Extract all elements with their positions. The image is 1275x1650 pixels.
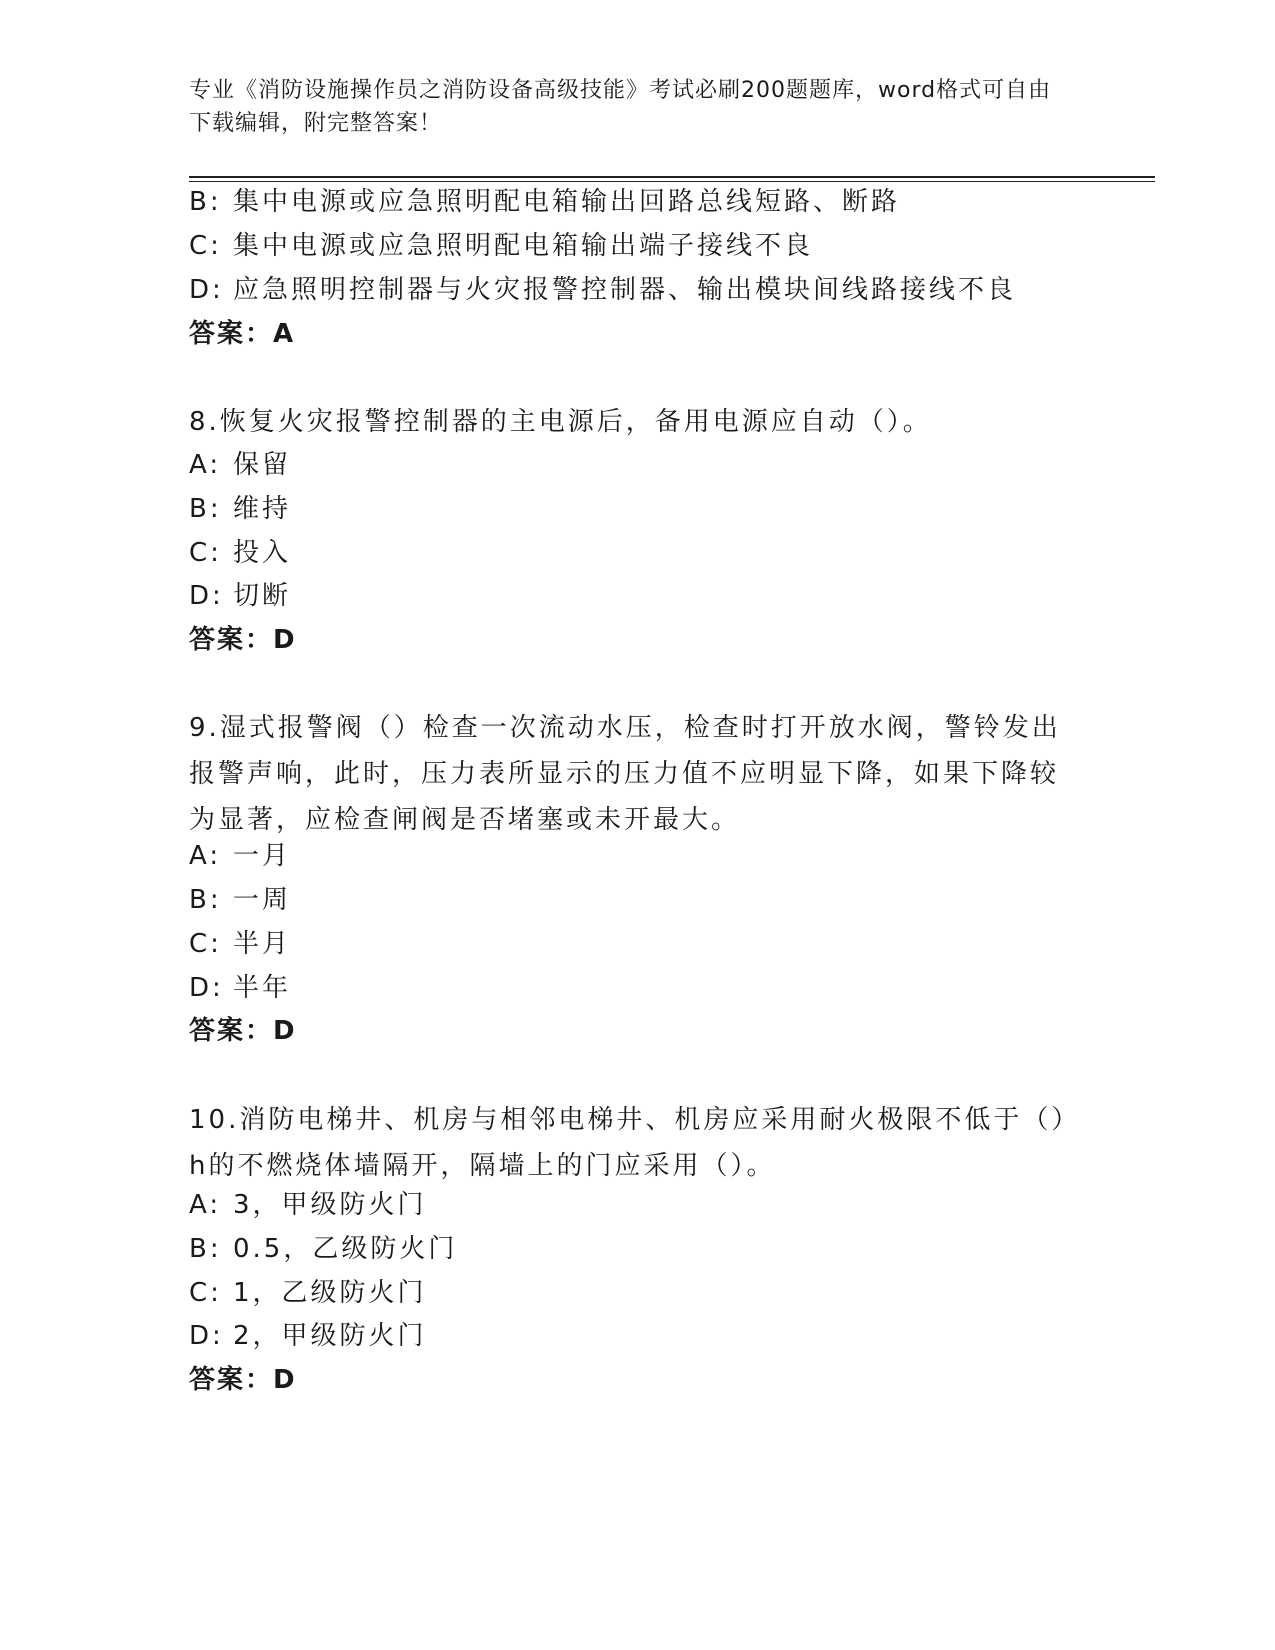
option-text: 集中电源或应急照明配电箱输出回路总线短路、断路 [233,187,901,217]
q9-option-a [189,838,291,874]
option-key: C: [189,1278,222,1308]
q8-option-d [189,578,291,614]
option-key: B: [189,494,222,524]
option-text: 投入 [233,538,292,568]
option-key: D: [189,973,224,1003]
option-key: B: [189,885,222,915]
header-divider [189,176,1155,182]
option-text: 集中电源或应急照明配电箱输出端子接线不良 [233,231,814,261]
q9-answer: 答案：D [189,1016,297,1046]
q10-option-b [189,1231,457,1267]
prev-option-c [189,228,813,264]
document-header: 专业《消防设施操作员之消防设备高级技能》考试必刷200题题库，word格式可自由下载编辑，附完整答案！ [189,78,1052,136]
q8-answer: 答案：D [189,625,297,655]
option-text: 一周 [233,885,292,915]
q10-option-a [189,1187,427,1223]
q10-stem: 10.消防电梯井、机房与相邻电梯井、机房应采用耐火极限不低于（）h的不燃烧体墙隔开，隔墙上的门应采用（）。 [189,1105,1068,1181]
option-key: A: [189,841,222,871]
q9-option-b [189,882,291,918]
q8-option-c [189,535,291,571]
q9-stem: 9.湿式报警阀（）检查一次流动水压，检查时打开放水阀，警铃发出报警声响，此时，压力表所显示的压力值不应明显下降，如果下降较为显著，应检查闸阀是否堵塞或未开最大。 [189,713,1061,835]
prev-option-b [189,184,900,220]
prev-option-d [189,272,1016,308]
q8-stem: 8.恢复火灾报警控制器的主电源后，备用电源应自动（）。 [189,407,932,437]
option-text: 3，甲级防火门 [233,1190,427,1220]
option-text: 半月 [233,929,292,959]
q9-option-c [189,926,291,962]
option-text: 半年 [233,973,292,1003]
option-text: 2，甲级防火门 [233,1321,427,1351]
option-key: A: [189,1190,222,1220]
option-text: 0.5，乙级防火门 [233,1234,458,1264]
q9-option-d [189,970,291,1006]
option-text: 1，乙级防火门 [233,1278,427,1308]
q8-option-b [189,491,291,527]
option-key: C: [189,538,222,568]
option-key: A: [189,450,222,480]
prev-answer: 答案：A [189,319,296,349]
option-text: 一月 [233,841,292,871]
option-key: B: [189,1234,222,1264]
option-key: D: [189,1321,224,1351]
option-text: 保留 [233,450,292,480]
option-key: B: [189,187,222,217]
option-key: C: [189,929,222,959]
option-key: C: [189,231,222,261]
option-text: 切断 [233,581,292,611]
q10-option-d [189,1318,427,1354]
option-key: D: [189,275,224,305]
option-key: D: [189,581,224,611]
option-text: 应急照明控制器与火灾报警控制器、输出模块间线路接线不良 [233,275,1017,305]
option-text: 维持 [233,494,292,524]
q8-option-a [189,447,291,483]
q10-option-c [189,1275,427,1311]
q10-answer: 答案：D [189,1365,297,1395]
